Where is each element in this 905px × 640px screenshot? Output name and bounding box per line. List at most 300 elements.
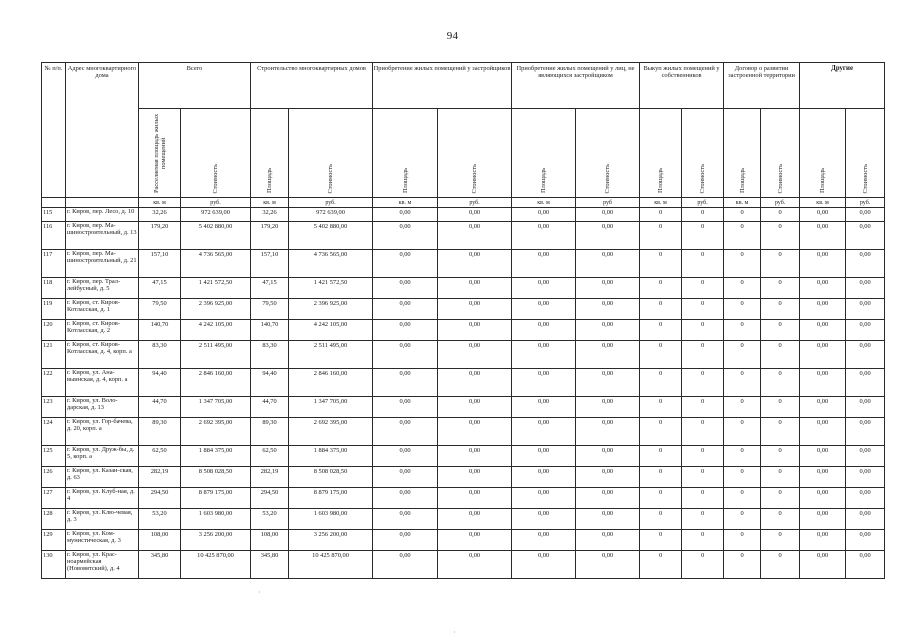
units-empty-cell <box>66 198 139 208</box>
row-value: 0 <box>761 369 800 397</box>
row-value: 0,00 <box>373 467 438 488</box>
row-value: 0 <box>724 530 761 551</box>
header-total: Всего <box>139 63 251 109</box>
row-number: 116 <box>42 222 66 250</box>
row-value: 44,70 <box>139 397 181 418</box>
row-value: 0 <box>682 250 724 278</box>
row-value: 0 <box>682 222 724 250</box>
row-value: 0 <box>682 341 724 369</box>
row-value: 0,00 <box>576 341 640 369</box>
subheader-label: Стоимость <box>604 163 612 193</box>
row-value: 10 425 870,00 <box>289 551 373 579</box>
row-value: 0 <box>682 397 724 418</box>
units-row <box>42 198 885 208</box>
row-value: 0,00 <box>846 369 885 397</box>
row-value: 0,00 <box>800 397 846 418</box>
row-value: 294,50 <box>139 488 181 509</box>
row-address: г. Киров, пер. Ма-шиностроительный, д. 13 <box>66 222 139 250</box>
row-value: 10 425 870,00 <box>181 551 251 579</box>
row-value: 0,00 <box>800 208 846 222</box>
row-value: 2 846 160,00 <box>181 369 251 397</box>
relocation-table <box>41 62 885 579</box>
row-address: г. Киров, ул. Ана-выинская, д. 4, корп. а <box>66 369 139 397</box>
row-value: 1 421 572,50 <box>181 278 251 299</box>
row-number: 125 <box>42 446 66 467</box>
row-value: 0 <box>682 299 724 320</box>
row-value: 0 <box>724 320 761 341</box>
row-value: 47,15 <box>139 278 181 299</box>
header-purchase-developer: Приобретение жилых помещений у застройщиков <box>373 63 512 109</box>
subheader-label: Стоимость <box>212 163 219 193</box>
unit-cell: кв. м <box>800 198 846 208</box>
subheader-cell <box>800 109 846 198</box>
row-value: 32,26 <box>251 208 289 222</box>
row-value: 4 736 565,00 <box>289 250 373 278</box>
subheader-cell <box>682 109 724 198</box>
unit-cell: кв. м <box>512 198 576 208</box>
row-value: 0 <box>682 488 724 509</box>
row-value: 0,00 <box>576 222 640 250</box>
row-value: 0 <box>724 299 761 320</box>
row-number: 123 <box>42 397 66 418</box>
row-value: 0,00 <box>800 341 846 369</box>
row-value: 0 <box>761 320 800 341</box>
row-value: 0 <box>761 222 800 250</box>
row-value: 0 <box>724 446 761 467</box>
row-value: 0 <box>640 509 682 530</box>
row-value: 8 879 175,00 <box>181 488 251 509</box>
subheader-label: Стоимость <box>776 163 784 193</box>
row-value: 0,00 <box>800 250 846 278</box>
row-value: 8 508 028,50 <box>181 467 251 488</box>
scan-mark: · <box>453 628 456 637</box>
subheader-label: Площадь <box>401 168 409 193</box>
row-value: 0,00 <box>512 341 576 369</box>
row-value: 0 <box>724 551 761 579</box>
row-value: 4 242 105,00 <box>181 320 251 341</box>
units-empty-cell <box>42 198 66 208</box>
table-row <box>42 299 885 320</box>
row-value: 0,00 <box>576 208 640 222</box>
row-value: 53,20 <box>139 509 181 530</box>
row-value: 0,00 <box>576 551 640 579</box>
row-value: 0 <box>640 250 682 278</box>
row-value: 0 <box>640 397 682 418</box>
row-value: 282,19 <box>251 467 289 488</box>
row-value: 0,00 <box>438 341 512 369</box>
row-value: 0,00 <box>576 509 640 530</box>
table-row <box>42 488 885 509</box>
row-value: 140,70 <box>251 320 289 341</box>
header-other: Другие <box>800 63 885 109</box>
row-value: 0 <box>761 551 800 579</box>
row-value: 0,00 <box>846 222 885 250</box>
row-value: 62,50 <box>139 446 181 467</box>
subheader-cell <box>139 109 181 198</box>
row-value: 0,00 <box>576 299 640 320</box>
row-value: 2 511 495,00 <box>289 341 373 369</box>
row-value: 0 <box>761 299 800 320</box>
row-value: 4 736 565,00 <box>181 250 251 278</box>
row-value: 1 347 705,00 <box>181 397 251 418</box>
page-number: 94 <box>446 30 459 42</box>
row-value: 0,00 <box>438 369 512 397</box>
row-value: 972 639,00 <box>181 208 251 222</box>
row-value: 1 603 980,00 <box>289 509 373 530</box>
row-number: 115 <box>42 208 66 222</box>
row-address: г. Киров, пер. Лесо, д. 10 <box>66 208 139 222</box>
row-value: 0 <box>761 446 800 467</box>
row-value: 1 421 572,50 <box>289 278 373 299</box>
row-value: 0 <box>724 488 761 509</box>
row-value: 345,80 <box>251 551 289 579</box>
row-value: 0 <box>761 467 800 488</box>
row-address: г. Киров, ул. Друж-бы, д. 5, корп. а <box>66 446 139 467</box>
unit-cell: руб. <box>181 198 251 208</box>
row-value: 157,10 <box>251 250 289 278</box>
row-number: 120 <box>42 320 66 341</box>
row-value: 0 <box>640 467 682 488</box>
row-value: 0 <box>640 446 682 467</box>
row-value: 0,00 <box>373 222 438 250</box>
row-value: 2 692 395,00 <box>289 418 373 446</box>
row-number: 124 <box>42 418 66 446</box>
subheader-cell <box>724 109 761 198</box>
row-value: 0,00 <box>512 222 576 250</box>
row-address: г. Киров, ул. Крас-ноармейская (Нововятский), д. 4 <box>66 551 139 579</box>
row-number: 130 <box>42 551 66 579</box>
row-value: 0,00 <box>373 341 438 369</box>
row-number: 128 <box>42 509 66 530</box>
row-number: 118 <box>42 278 66 299</box>
row-value: 5 402 880,00 <box>289 222 373 250</box>
row-value: 0 <box>724 397 761 418</box>
row-value: 0,00 <box>576 278 640 299</box>
header-buyout: Выкуп жилых помещений у собственников <box>640 63 724 109</box>
row-number: 121 <box>42 341 66 369</box>
row-value: 0,00 <box>438 488 512 509</box>
unit-cell: кв. м <box>139 198 181 208</box>
row-value: 140,70 <box>139 320 181 341</box>
row-value: 8 879 175,00 <box>289 488 373 509</box>
row-value: 0,00 <box>846 530 885 551</box>
row-value: 8 508 028,50 <box>289 467 373 488</box>
row-value: 3 256 200,00 <box>289 530 373 551</box>
subheader-label: Площадь <box>266 168 274 193</box>
row-value: 53,20 <box>251 509 289 530</box>
header-number: № п/п. <box>42 63 66 198</box>
row-value: 108,00 <box>251 530 289 551</box>
row-address: г. Киров, ул. Казан-ская, д. 63 <box>66 467 139 488</box>
row-value: 0 <box>724 509 761 530</box>
row-value: 3 256 200,00 <box>181 530 251 551</box>
row-value: 0,00 <box>800 446 846 467</box>
subheader-label: Площадь <box>819 168 827 193</box>
row-number: 117 <box>42 250 66 278</box>
row-value: 89,30 <box>251 418 289 446</box>
subheader-cell <box>512 109 576 198</box>
row-value: 2 396 925,00 <box>289 299 373 320</box>
subheader-cell <box>289 109 373 198</box>
row-value: 0 <box>640 369 682 397</box>
row-value: 0 <box>640 208 682 222</box>
subheader-cell <box>181 109 251 198</box>
row-address: г. Киров, пер. Трал-лейбусный, д. 5 <box>66 278 139 299</box>
row-value: 0 <box>640 530 682 551</box>
row-value: 0,00 <box>373 530 438 551</box>
row-value: 0 <box>640 222 682 250</box>
row-value: 0 <box>682 369 724 397</box>
row-value: 0,00 <box>576 397 640 418</box>
table-row <box>42 530 885 551</box>
row-value: 0 <box>724 222 761 250</box>
subheader-label: Площадь <box>540 168 548 193</box>
subheader-cell <box>576 109 640 198</box>
row-value: 0,00 <box>373 278 438 299</box>
subheader-row <box>42 109 885 198</box>
unit-cell: кв. м <box>640 198 682 208</box>
row-address: г. Киров, ул. Клуб-ная, д. 4 <box>66 488 139 509</box>
table-row <box>42 467 885 488</box>
row-value: 1 347 705,00 <box>289 397 373 418</box>
row-value: 0,00 <box>438 467 512 488</box>
row-value: 0,00 <box>576 320 640 341</box>
row-value: 0,00 <box>373 418 438 446</box>
row-value: 0 <box>761 208 800 222</box>
row-value: 2 692 395,00 <box>181 418 251 446</box>
row-value: 0,00 <box>512 278 576 299</box>
row-value: 1 884 375,00 <box>181 446 251 467</box>
row-address: г. Киров, ст. Киров-Котласская, д. 2 <box>66 320 139 341</box>
row-value: 0 <box>761 278 800 299</box>
table-row <box>42 208 885 222</box>
row-value: 294,50 <box>251 488 289 509</box>
row-value: 4 242 105,00 <box>289 320 373 341</box>
row-value: 0,00 <box>576 418 640 446</box>
row-address: г. Киров, ст. Киров-Котласская, д. 4, корп. а <box>66 341 139 369</box>
row-value: 0 <box>682 320 724 341</box>
row-value: 0 <box>761 530 800 551</box>
row-value: 0,00 <box>512 467 576 488</box>
row-value: 0,00 <box>846 418 885 446</box>
row-value: 0 <box>761 341 800 369</box>
row-value: 0 <box>682 446 724 467</box>
row-value: 108,00 <box>139 530 181 551</box>
subheader-label: Площадь <box>657 168 665 193</box>
subheader-cell <box>251 109 289 198</box>
unit-cell: руб. <box>438 198 512 208</box>
row-value: 0 <box>682 551 724 579</box>
row-value: 0,00 <box>512 509 576 530</box>
row-address: г. Киров, ст. Киров-Котласская, д. 1 <box>66 299 139 320</box>
row-address: г. Киров, ул. Ком-мунистическая, д. 3 <box>66 530 139 551</box>
row-value: 0,00 <box>576 250 640 278</box>
row-value: 0,00 <box>373 488 438 509</box>
row-value: 0 <box>761 418 800 446</box>
row-value: 0 <box>640 418 682 446</box>
row-value: 179,20 <box>139 222 181 250</box>
row-value: 0 <box>761 488 800 509</box>
row-value: 0 <box>640 278 682 299</box>
row-number: 126 <box>42 467 66 488</box>
subheader-label: Стоимость <box>861 163 869 193</box>
row-value: 62,50 <box>251 446 289 467</box>
row-value: 83,30 <box>251 341 289 369</box>
row-value: 0,00 <box>438 530 512 551</box>
row-value: 0 <box>682 509 724 530</box>
row-value: 0,00 <box>846 208 885 222</box>
unit-cell: руб. <box>846 198 885 208</box>
row-value: 0 <box>682 467 724 488</box>
subheader-label: Стоимость <box>699 163 707 193</box>
row-value: 157,10 <box>139 250 181 278</box>
row-value: 0,00 <box>800 278 846 299</box>
table-row <box>42 369 885 397</box>
subheader-label: Площадь <box>738 168 746 193</box>
row-value: 0 <box>640 551 682 579</box>
row-value: 0,00 <box>373 397 438 418</box>
row-value: 0 <box>761 509 800 530</box>
row-value: 79,50 <box>139 299 181 320</box>
unit-cell: кв. м <box>251 198 289 208</box>
row-value: 0,00 <box>438 299 512 320</box>
row-value: 89,30 <box>139 418 181 446</box>
unit-cell: руб. <box>682 198 724 208</box>
row-address: г. Киров, пер. Ма-шиностроительный, д. 21 <box>66 250 139 278</box>
row-value: 0,00 <box>846 278 885 299</box>
unit-cell: кв. м <box>373 198 438 208</box>
row-value: 345,80 <box>139 551 181 579</box>
row-value: 0,00 <box>373 369 438 397</box>
row-value: 0,00 <box>373 320 438 341</box>
row-value: 0 <box>724 341 761 369</box>
header-purchase-non-developer: Приобретение жилых помещений у лиц, не являющихся застройщиком <box>512 63 640 109</box>
row-value: 0,00 <box>800 530 846 551</box>
row-value: 0,00 <box>576 446 640 467</box>
row-value: 0 <box>724 467 761 488</box>
row-value: 0 <box>724 278 761 299</box>
row-value: 0,00 <box>846 250 885 278</box>
row-number: 122 <box>42 369 66 397</box>
subheader-label: Стоимость <box>327 163 335 193</box>
row-value: 0,00 <box>373 509 438 530</box>
row-address: г. Киров, ул. Воло-дарская, д. 13 <box>66 397 139 418</box>
row-value: 0,00 <box>512 299 576 320</box>
row-value: 0,00 <box>512 418 576 446</box>
header-territory-agreement: Договор о развитии застроенной территории <box>724 63 800 109</box>
row-value: 83,30 <box>139 341 181 369</box>
row-value: 0,00 <box>373 299 438 320</box>
row-value: 79,50 <box>251 299 289 320</box>
table-row <box>42 397 885 418</box>
row-value: 0,00 <box>800 551 846 579</box>
table-row <box>42 446 885 467</box>
row-value: 0 <box>761 250 800 278</box>
row-value: 0,00 <box>438 551 512 579</box>
scan-mark: · <box>258 588 261 597</box>
row-value: 0,00 <box>512 208 576 222</box>
row-value: 0,00 <box>438 250 512 278</box>
row-value: 0,00 <box>438 278 512 299</box>
subheader-cell <box>761 109 800 198</box>
row-value: 0,00 <box>438 320 512 341</box>
row-address: г. Киров, ул. Клю-чевая, д. 3 <box>66 509 139 530</box>
subheader-label: Расселяемая площадь жилых помещений <box>152 113 167 193</box>
row-value: 0,00 <box>846 341 885 369</box>
row-number: 119 <box>42 299 66 320</box>
row-value: 0 <box>640 299 682 320</box>
row-value: 0 <box>724 250 761 278</box>
row-value: 0,00 <box>512 397 576 418</box>
row-value: 0,00 <box>846 488 885 509</box>
row-value: 0 <box>761 397 800 418</box>
row-value: 0,00 <box>576 488 640 509</box>
header-address: Адрес многоквартирного дома <box>66 63 139 198</box>
row-value: 0,00 <box>512 530 576 551</box>
row-value: 972 639,00 <box>289 208 373 222</box>
row-value: 282,19 <box>139 467 181 488</box>
row-value: 0,00 <box>438 418 512 446</box>
unit-cell: кв. м <box>724 198 761 208</box>
row-value: 0,00 <box>800 509 846 530</box>
row-value: 0,00 <box>576 467 640 488</box>
row-value: 0,00 <box>438 222 512 250</box>
header-construction: Строительство многоквартирных домов <box>251 63 373 109</box>
unit-cell: руб. <box>289 198 373 208</box>
row-value: 0,00 <box>373 446 438 467</box>
row-value: 0,00 <box>800 488 846 509</box>
row-value: 0,00 <box>576 369 640 397</box>
row-value: 0,00 <box>846 467 885 488</box>
row-value: 44,70 <box>251 397 289 418</box>
subheader-label: Стоимость <box>471 163 479 193</box>
subheader-cell <box>846 109 885 198</box>
row-value: 0,00 <box>373 250 438 278</box>
row-value: 0,00 <box>438 208 512 222</box>
subheader-cell <box>438 109 512 198</box>
unit-cell: руб. <box>761 198 800 208</box>
row-value: 0,00 <box>846 299 885 320</box>
subheader-cell <box>373 109 438 198</box>
row-value: 94,40 <box>251 369 289 397</box>
row-value: 0 <box>682 208 724 222</box>
row-value: 1 884 375,00 <box>289 446 373 467</box>
row-number: 129 <box>42 530 66 551</box>
row-value: 0 <box>682 530 724 551</box>
table-row <box>42 278 885 299</box>
row-value: 0,00 <box>512 446 576 467</box>
row-value: 0,00 <box>800 467 846 488</box>
row-value: 0 <box>724 369 761 397</box>
row-value: 0 <box>724 208 761 222</box>
row-value: 2 511 495,00 <box>181 341 251 369</box>
table-row <box>42 509 885 530</box>
row-value: 0,00 <box>576 530 640 551</box>
row-value: 0,00 <box>846 446 885 467</box>
row-value: 0,00 <box>512 488 576 509</box>
row-value: 0,00 <box>512 250 576 278</box>
table-row <box>42 551 885 579</box>
row-value: 0,00 <box>800 299 846 320</box>
row-value: 0 <box>640 488 682 509</box>
row-value: 0,00 <box>800 320 846 341</box>
row-value: 0,00 <box>800 418 846 446</box>
row-number: 127 <box>42 488 66 509</box>
unit-cell: руб <box>576 198 640 208</box>
row-value: 5 402 880,00 <box>181 222 251 250</box>
row-value: 0 <box>682 278 724 299</box>
row-value: 0 <box>640 341 682 369</box>
